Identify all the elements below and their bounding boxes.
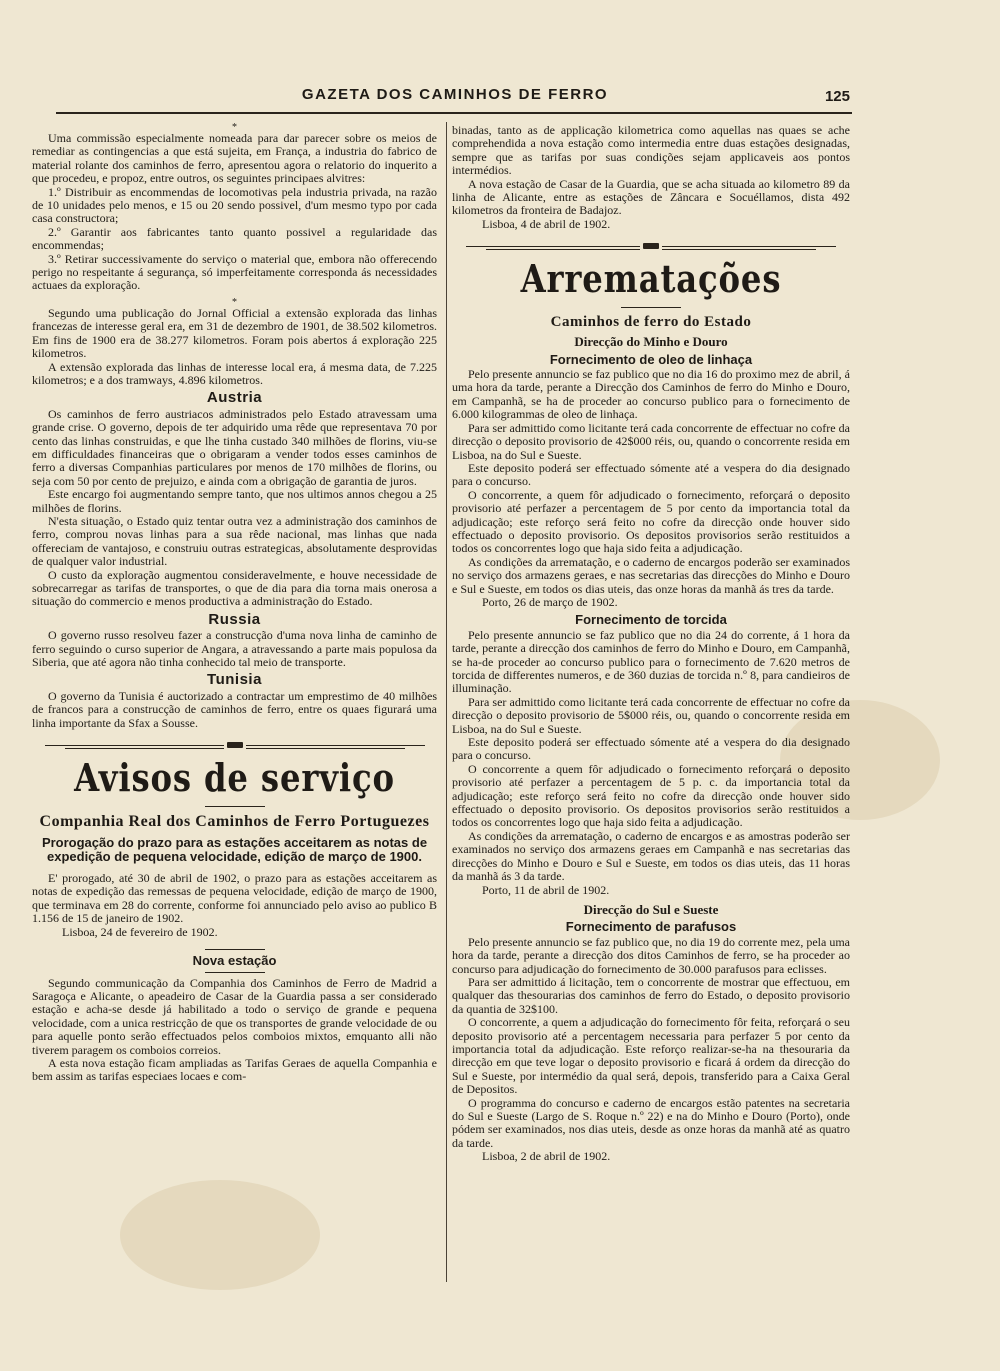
subheading: Direcção do Minho e Douro [574,334,728,350]
running-head [60,86,850,112]
header-rule [56,112,852,114]
section-heading-avisos: Avisos de serviço [74,755,395,801]
paragraph: O governo russo resolveu fazer a construcção d'uma nova linha de caminho de ferro seguindo o curso superior de Angara, a atravessando a parte mais populosa da Siberia, que até agora não tinha conhecido tal meio de transporte. [32,628,437,670]
section-star: * [232,296,237,308]
paragraph: As condições da arrematação, o caderno de encargos e as amostras poderão ser examinados no serviço dos armazens geraes em Campanhã e nas secretarias das direcções do Minho e Douro e Sul e Sueste, em todos os dias uteis, das 11 horas da manhã ás 3 da tarde. [452,828,850,884]
paragraph: O concorrente, a quem a adjudicação do fornecimento fôr feita, reforçará o seu deposito provisorio até a percentagem necessaria para perfazer 5 por cento da importancia total da adjudicação. Este reforço realizar-se-ha na thesouraria da direcção em que teve logar o deposito provisorio e ficará á ordem da direcção do Sul e Sueste, por intermédio da qual será, depois, transferido para a Caixa Geral de Depositos. [452,1015,850,1097]
paragraph: Este encargo foi augmentando sempre tanto, que nos ultimos annos chegou a 25 milhões de florins. [32,487,437,515]
journal-title: GAZETA DOS CAMINHOS DE FERRO [301,86,609,103]
paragraph: Este deposito poderá ser effectuado sómente até a vespera do dia designado para o concurso. [452,735,850,763]
paragraph: E' prorogado, até 30 de abril de 1902, o prazo para as estações acceitarem as notas de expedição das remessas de pequena velocidade, edição de março de 1900, que terminava em 28 do corrente, conforme foi annunciado pelo aviso ao publico B 1.156 de 15 de janeiro de 1902. [32,871,437,926]
dateline: Lisboa, 4 de abril de 1902. [482,216,611,231]
short-rule [205,949,265,950]
section-heading-russia: Russia [208,610,261,628]
short-rule [621,307,681,308]
locomotive-vignette-icon [45,740,425,750]
section-star: * [232,122,237,133]
paragraph: As condições da arrematação, e o caderno de encargos poderão ser examinados no serviço dos armazens geraes, e nas secretarias das direcções do Minho e Douro e Sul e Sueste, em todos os dias uteis, das onze horas da manhã ás tres da tarde. [452,554,850,596]
short-rule [205,972,265,973]
dateline: Lisboa, 24 de fevereiro de 1902. [62,924,218,939]
paragraph: Pelo presente annuncio se faz publico que no dia 16 do proximo mez de abril, á uma hora da tarde, perante a Direcção dos Caminhos de ferro do Minho e Douro, em Campanhã, se ha de proceder ao concurso publico para o fornecimento de 6.000 kilogrammas de oleo de linhaça. [452,367,850,422]
subheading: Direcção do Sul e Sueste [583,901,719,917]
paragraph: Para ser admittido como licitante terá cada concorrente de effectuar no cofre da direcção o deposito provisorio de 42$000 réis, ou, quando o concorrente resida em Lisboa, na do Sul e Sueste. [452,420,850,462]
paragraph: Para ser admittido como licitante terá cada concorrente de effectuar no cofre da direcção o deposito provisorio de 5$000 réis, ou, quando o concorrente resida em Lisboa, na do Sul e Sueste. [452,694,850,736]
paragraph: Este deposito poderá ser effectuado sómente até a vespera do dia designado para o concurso. [452,460,850,489]
paragraph: O concorrente a quem fôr adjudicado o fornecimento reforçará o deposito provisorio até perfazer a percentagem de 5 p. c. da importancia total da adjudicação; este reforço será feito no cofre da direcção onde houver sido effectuado o deposito provisorio. Os depositos provisorios serão restituidos a todos os concorrentes logo que haja sido feita a adjudicação. [452,761,850,830]
paragraph: Os caminhos de ferro austriacos administrados pelo Estado atravessam uma grande crise. O governo, depois de ter adquirido uma rêde que representava 70 por cento das linhas construidas, e que lhe tinha custado 340 milhões de florins, viu-se em difficuldades financeiras que o obrigaram a vender todos esses caminhos de ferro a diversas Companhias particulares por menos de 170 milhões de florins, ou seja com 50 por cento de prejuizo, e ainda com a obrigação de garantia de juros. [32,406,437,488]
paragraph: A nova estação de Casar de la Guardia, que se acha situada ao kilometro 89 da linha de Alicante, entre as estações de Zâncara e Socuéllamos, dista 492 kilometros da fronteira de Badajoz. [452,176,850,218]
paragraph: A extensão explorada das linhas de interesse local era, á mesma data, de 7.225 kilometros; e a dos tramways, 4.896 kilometros. [32,359,437,387]
dateline: Porto, 26 de março de 1902. [482,594,618,609]
paragraph: Para ser admittido á licitação, tem o concorrente de mostrar que effectuou, em qualquer das thesourarias dos caminhos de ferro do Estado, o deposito provisorio da quantia de 32$100. [452,974,850,1016]
paragraph: Pelo presente annuncio se faz publico que no dia 24 do corrente, á 1 hora da tarde, perante a direcção dos caminhos de ferro do Minho e Douro, em Campanhã, se ha-de proceder ao concurso publico para o fornecimento de 7.620 metros de torcida de differentes numeros, e de 360 duzias de torcida n.º 8, para candieiros de illuminação. [452,627,850,696]
paragraph: O governo da Tunisia é auctorizado a contractar um emprestimo de 40 milhões de francos para a construcção de caminhos de ferro, entre os quaes figurará uma linha importante da Sfax a Sousse. [32,688,437,730]
list-item: 3.º Retirar successivamente do serviço o material que, embora não offerecendo perigo no respeitante á segurança, só imperfeitamente corresponda ás necessidades actuaes da exploração. [32,251,437,293]
paragraph: Pelo presente annuncio se faz publico que, no dia 19 do corrente mez, pela uma hora da tarde, perante a direcção dos ditos Caminhos de ferro, se ha proceder ao concurso para adjudicação do fornecimento de 30.000 parafusos para eclisses. [452,934,850,976]
paper-stain [120,1180,320,1290]
right-column [452,124,850,1164]
left-column [32,124,437,1084]
section-heading-arrematacoes: Arrematações [520,256,782,302]
paragraph: N'esta situação, o Estado quiz tentar outra vez a administração dos caminhos de ferro, comprou novas linhas para a sua rêde nacional, mas linhas que nada offereciam de vantajoso, e construiu outras estrategicas, absolutamente desprovidas de qualquer valor industrial. [32,513,437,569]
paragraph: Uma commissão especialmente nomeada para dar parecer sobre os meios de remediar as contingencias a que está sujeita, em França, a industria do fabrico de material rolante dos caminhos de ferro, apresentou agora o relatorio do inquerito a que procedeu, e propoz, entre outros, os seguintes principaes alvitres: [32,131,437,186]
subheading: Fornecimento de torcida [575,612,727,628]
company-heading: Companhia Real dos Caminhos de Ferro Portuguezes [39,813,430,831]
section-heading-tunisia: Tunisia [207,671,262,689]
section-heading-austria: Austria [206,389,263,407]
dateline: Porto, 11 de abril de 1902. [482,882,610,897]
paragraph: O custo da exploração augmentou consideravelmente, e houve necessidade de sobrecarregar as tarifas de transportes, o que de dia para dia torna mais onerosa a situação do commercio e menos productiva a administração do Estado. [32,567,437,609]
subheading: Fornecimento de oleo de linhaça [549,351,753,367]
paragraph: A esta nova estação ficam ampliadas as Tarifas Geraes de aquella Companhia e bem assim as tarifas especiaes locaes e com- [32,1055,437,1084]
locomotive-vignette-icon [466,241,836,251]
column-divider [446,122,447,1282]
section-heading-nova-estacao: Nova estação [192,953,277,969]
list-item: 1.º Distribuir as encommendas de locomotivas pela industria privada, na razão de 10 unidades pelo menos, e 15 ou 20 sendo possivel, d'um mesmo typo por cada casa constructora; [32,184,437,226]
list-item: 2.º Garantir aos fabricantes tanto quanto possivel a regularidade das encommendas; [32,224,437,253]
company-heading: Caminhos de ferro do Estado [550,314,752,331]
paragraph: binadas, tanto as de applicação kilometrica como aquellas nas quaes se ache comprehendida a nova estação como intermedia entre duas estações designadas, sempre que as tarifas por suas condições sejam applicaveis aos pontos intermédios. [452,123,850,178]
paragraph: Segundo uma publicação do Jornal Official a extensão explorada das linhas francezas de interesse geral era, em 31 de dezembro de 1901, de 38.502 kilometros. Em fins de 1900 era de 38.277 kilometros. Foram pois abertos á exploração 225 kilometros. [32,305,437,361]
short-rule [205,806,265,807]
paragraph: O concorrente, a quem fôr adjudicado o fornecimento, reforçará o deposito provisorio até perfazer a percentagem de 5 por cento da importancia total da adjudicação; este reforço será feito no cofre da direcção onde houver sido effectuado o deposito provisorio. Os depositos provisorios serão restituidos a todos os concorrentes logo que haja sido feita a adjudicação. [452,487,850,556]
paragraph: Segundo communicação da Companhia dos Caminhos de Ferro de Madrid a Saragoça e Alicante, o apeadeiro de Casar de la Guardia passa a ser considerado estação e acha-se desde já habilitado a todo o serviço de grande e pequena velocidade, com a unica restricção de que os transportes de grande velocidade de ou para aquelle ponto serão effectuados pelos comboios mixtos, emquanto alli não tiverem paragem os comboios correios. [32,975,437,1057]
dateline: Lisboa, 2 de abril de 1902. [482,1149,611,1164]
subheading: Fornecimento de parafusos [565,919,737,935]
notice-title: Prorogação do prazo para as estações acceitarem as notas de expedição de pequena velocidade, edição de março de 1900. [41,835,428,865]
page-number: 125 [824,88,850,105]
paragraph: O programma do concurso e caderno de encargos estão patentes na secretaria do Sul e Sueste (Largo de S. Roque n.º 22) e na do Minho e Douro (Porto), onde pódem ser examinados, nos dias uteis, desde as onze horas da manhã até as quatro da tarde. [452,1095,850,1150]
